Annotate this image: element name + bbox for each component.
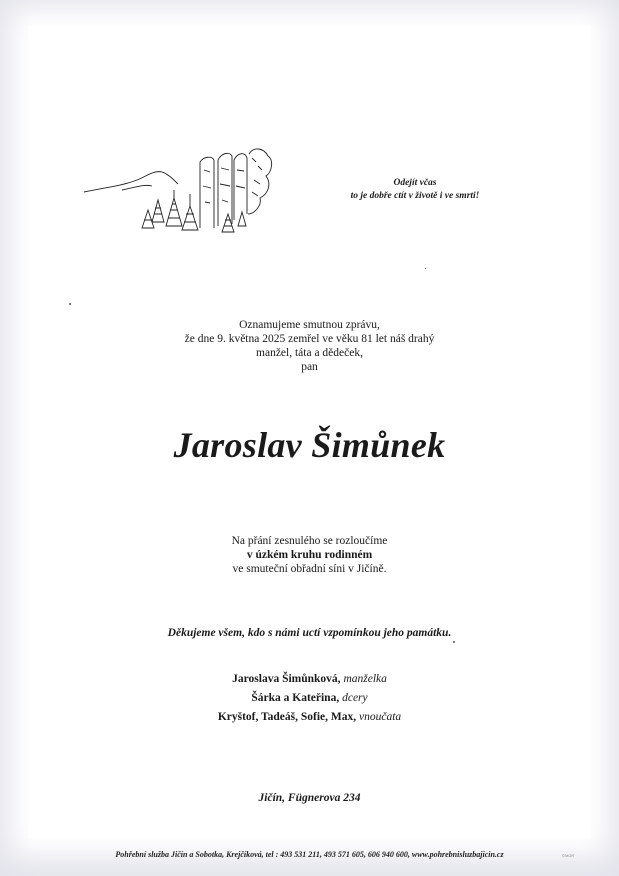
farewell-line-3: ve smuteční obřadní síni v Jičíně. bbox=[232, 563, 387, 575]
thanks-line: Děkujeme všem, kdo s námi uctí vzpomínkou jeho památku. bbox=[167, 627, 452, 639]
landscape-illustration bbox=[82, 140, 282, 240]
motto-line-1: Odejít včas bbox=[393, 178, 437, 188]
scan-speck bbox=[425, 268, 426, 269]
funeral-service-footer: Pohřební služba Jičín a Sobotka, Krejčíková, tel : 493 531 211, 493 571 605, 606 940 600, www.pohrebnisluzbajicin.cz bbox=[115, 850, 504, 859]
place-address: Jičín, Fügnerova 234 bbox=[258, 792, 361, 804]
family-relation: manželka bbox=[343, 673, 387, 685]
family-names: Jaroslava Šimůnková, bbox=[232, 673, 341, 685]
announcement-line-1: Oznamujeme smutnou zprávu, bbox=[239, 319, 380, 331]
announcement-line-2: že dne 9. května 2025 zemřel ve věku 81 let náš drahý bbox=[184, 333, 435, 345]
family-row bbox=[0, 708, 619, 727]
family-names: Šárka a Kateřina, bbox=[251, 692, 340, 704]
farewell-line-1: Na přání zesnulého se rozloučíme bbox=[231, 535, 388, 547]
scan-speck bbox=[69, 303, 71, 305]
family-relation: dcery bbox=[342, 692, 368, 704]
farewell-line-2: v úzkém kruhu rodinném bbox=[246, 549, 373, 561]
announcement-line-3: manžel, táta a dědeček, bbox=[256, 347, 363, 359]
scan-speck bbox=[453, 641, 455, 643]
announcement-line-4: pan bbox=[301, 361, 318, 373]
family-names: Kryštof, Tadeáš, Sofie, Max, bbox=[217, 711, 357, 723]
family-relation: vnoučata bbox=[359, 711, 402, 723]
motto bbox=[330, 177, 500, 203]
copyright-stamp: ©MOR bbox=[562, 853, 575, 858]
farewell-info bbox=[0, 534, 619, 576]
family-list bbox=[0, 670, 619, 727]
family-row bbox=[0, 670, 619, 689]
deceased-name: Jaroslav Šimůnek bbox=[173, 425, 446, 465]
announcement bbox=[0, 318, 619, 374]
family-row bbox=[0, 689, 619, 708]
motto-line-2: to je dobře ctít v životě i ve smrti! bbox=[350, 191, 480, 201]
